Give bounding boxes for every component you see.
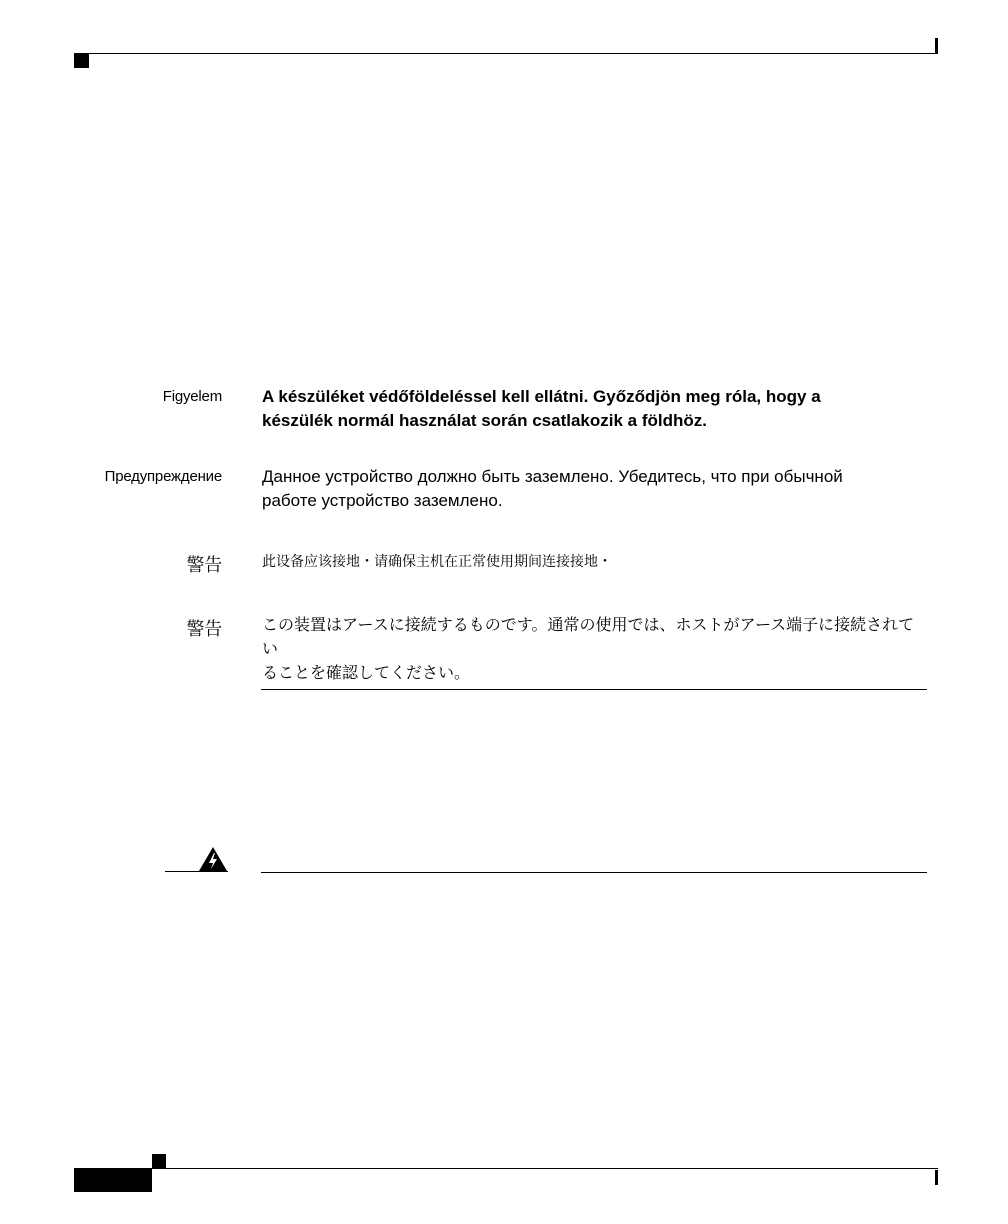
footer-marker-tick: [935, 1170, 938, 1185]
warning-lightning-icon: [198, 846, 228, 872]
warning-text-chinese: [262, 552, 927, 572]
section-end-rule: [261, 689, 927, 690]
warning-label-hungarian: Figyelem: [162, 388, 222, 405]
warning-header-rule: [261, 872, 927, 873]
warning-text-russian: [262, 465, 927, 513]
header-marker-tick: [935, 38, 938, 53]
warning-icon-rule: [165, 871, 228, 872]
footer-page-block: [74, 1169, 152, 1192]
warning-label-japanese: 警告: [186, 619, 222, 640]
header-marker-square: [74, 53, 89, 68]
warning-line: ることを確認してください。: [262, 663, 471, 682]
warning-line: работе устройство заземлено.: [262, 491, 503, 510]
warning-text-hungarian: [262, 385, 927, 433]
warning-line: készülék normál használat során csatlakozik a földhöz.: [262, 411, 707, 430]
warning-label-russian: Предупреждение: [104, 468, 222, 485]
footer-rule: [74, 1168, 938, 1169]
warning-line: この装置はアースに接続するものです。通常の使用では、ホストがアース端子に接続されてい: [262, 615, 915, 658]
footer-marker-square: [152, 1154, 166, 1168]
warning-text-japanese: [262, 613, 927, 685]
warning-label-chinese: 警告: [186, 555, 222, 576]
warning-line: Данное устройство должно быть заземлено. Убедитесь, что при обычной: [262, 467, 843, 486]
warning-line: A készüléket védőföldeléssel kell ellátni. Győződjön meg róla, hogy a: [262, 387, 821, 406]
header-rule: [74, 53, 938, 54]
warning-line: 此设备应该接地・请确保主机在正常使用期间连接接地・: [262, 554, 612, 570]
